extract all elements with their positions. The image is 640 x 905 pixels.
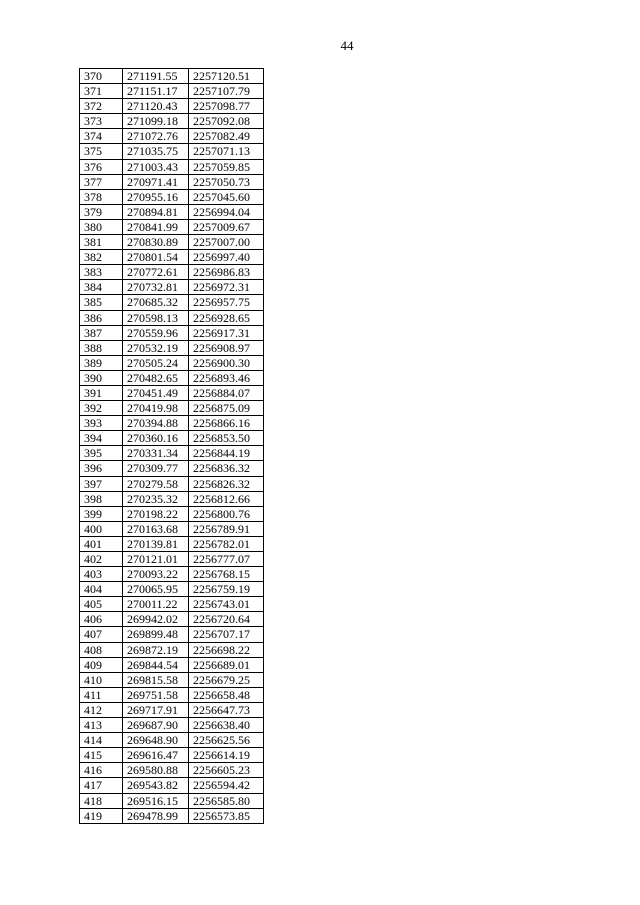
y-coordinate-cell: 2256720.64 [189, 612, 264, 627]
x-coordinate-cell: 269717.91 [123, 702, 189, 717]
y-coordinate-cell: 2256689.01 [189, 657, 264, 672]
table-row [80, 702, 264, 717]
y-coordinate-cell: 2257009.67 [189, 219, 264, 234]
y-coordinate-cell: 2256594.42 [189, 778, 264, 793]
x-coordinate-cell: 270309.77 [123, 461, 189, 476]
table-row [80, 627, 264, 642]
point-number-cell: 412 [80, 702, 123, 717]
y-coordinate-cell: 2256997.40 [189, 250, 264, 265]
y-coordinate-cell: 2256994.04 [189, 204, 264, 219]
point-number-cell: 413 [80, 718, 123, 733]
point-number-cell: 398 [80, 491, 123, 506]
table-row [80, 476, 264, 491]
table-row [80, 189, 264, 204]
table-row [80, 597, 264, 612]
point-number-cell: 371 [80, 84, 123, 99]
table-row [80, 129, 264, 144]
y-coordinate-cell: 2256605.23 [189, 763, 264, 778]
point-number-cell: 380 [80, 219, 123, 234]
x-coordinate-cell: 269899.48 [123, 627, 189, 642]
y-coordinate-cell: 2257059.85 [189, 159, 264, 174]
point-number-cell: 407 [80, 627, 123, 642]
x-coordinate-cell: 270598.13 [123, 310, 189, 325]
x-coordinate-cell: 270532.19 [123, 340, 189, 355]
x-coordinate-cell: 270121.01 [123, 552, 189, 567]
y-coordinate-cell: 2257050.73 [189, 174, 264, 189]
table-row [80, 84, 264, 99]
y-coordinate-cell: 2256743.01 [189, 597, 264, 612]
y-coordinate-cell: 2256573.85 [189, 808, 264, 823]
point-number-cell: 405 [80, 597, 123, 612]
x-coordinate-cell: 271120.43 [123, 99, 189, 114]
point-number-cell: 409 [80, 657, 123, 672]
table-row [80, 355, 264, 370]
x-coordinate-cell: 271035.75 [123, 144, 189, 159]
point-number-cell: 383 [80, 265, 123, 280]
table-row [80, 778, 264, 793]
point-number-cell: 381 [80, 235, 123, 250]
point-number-cell: 417 [80, 778, 123, 793]
point-number-cell: 373 [80, 114, 123, 129]
table-row [80, 159, 264, 174]
table-row [80, 461, 264, 476]
y-coordinate-cell: 2257082.49 [189, 129, 264, 144]
table-row [80, 280, 264, 295]
table-row [80, 385, 264, 400]
x-coordinate-cell: 269751.58 [123, 687, 189, 702]
point-number-cell: 391 [80, 385, 123, 400]
y-coordinate-cell: 2256853.50 [189, 431, 264, 446]
point-number-cell: 414 [80, 733, 123, 748]
y-coordinate-cell: 2257092.08 [189, 114, 264, 129]
point-number-cell: 385 [80, 295, 123, 310]
x-coordinate-cell: 271099.18 [123, 114, 189, 129]
x-coordinate-cell: 271151.17 [123, 84, 189, 99]
point-number-cell: 377 [80, 174, 123, 189]
point-number-cell: 394 [80, 431, 123, 446]
y-coordinate-cell: 2256768.15 [189, 567, 264, 582]
x-coordinate-cell: 271072.76 [123, 129, 189, 144]
y-coordinate-cell: 2256800.76 [189, 506, 264, 521]
x-coordinate-cell: 270011.22 [123, 597, 189, 612]
table-row [80, 748, 264, 763]
x-coordinate-cell: 270331.34 [123, 446, 189, 461]
table-row [80, 235, 264, 250]
point-number-cell: 397 [80, 476, 123, 491]
point-number-cell: 415 [80, 748, 123, 763]
y-coordinate-cell: 2257045.60 [189, 189, 264, 204]
coordinates-table-body [80, 69, 264, 824]
table-row [80, 99, 264, 114]
x-coordinate-cell: 270559.96 [123, 325, 189, 340]
table-row [80, 325, 264, 340]
table-row [80, 69, 264, 84]
table-row [80, 491, 264, 506]
y-coordinate-cell: 2256782.01 [189, 536, 264, 551]
y-coordinate-cell: 2256972.31 [189, 280, 264, 295]
y-coordinate-cell: 2256893.46 [189, 370, 264, 385]
point-number-cell: 404 [80, 582, 123, 597]
table-row [80, 219, 264, 234]
point-number-cell: 370 [80, 69, 123, 84]
table-row [80, 144, 264, 159]
y-coordinate-cell: 2256836.32 [189, 461, 264, 476]
table-row [80, 687, 264, 702]
point-number-cell: 392 [80, 401, 123, 416]
x-coordinate-cell: 270235.32 [123, 491, 189, 506]
y-coordinate-cell: 2257107.79 [189, 84, 264, 99]
point-number-cell: 399 [80, 506, 123, 521]
table-row [80, 265, 264, 280]
table-row [80, 250, 264, 265]
y-coordinate-cell: 2256875.09 [189, 401, 264, 416]
table-row [80, 567, 264, 582]
x-coordinate-cell: 269687.90 [123, 718, 189, 733]
table-row [80, 552, 264, 567]
point-number-cell: 406 [80, 612, 123, 627]
point-number-cell: 384 [80, 280, 123, 295]
y-coordinate-cell: 2257098.77 [189, 99, 264, 114]
x-coordinate-cell: 269543.82 [123, 778, 189, 793]
x-coordinate-cell: 270801.54 [123, 250, 189, 265]
x-coordinate-cell: 270198.22 [123, 506, 189, 521]
table-row [80, 401, 264, 416]
table-row [80, 446, 264, 461]
table-row [80, 310, 264, 325]
point-number-cell: 416 [80, 763, 123, 778]
table-row [80, 204, 264, 219]
page-number: 44 [340, 38, 354, 53]
point-number-cell: 418 [80, 793, 123, 808]
x-coordinate-cell: 270830.89 [123, 235, 189, 250]
point-number-cell: 372 [80, 99, 123, 114]
y-coordinate-cell: 2257007.00 [189, 235, 264, 250]
table-row [80, 612, 264, 627]
y-coordinate-cell: 2256826.32 [189, 476, 264, 491]
point-number-cell: 379 [80, 204, 123, 219]
table-row [80, 793, 264, 808]
y-coordinate-cell: 2257071.13 [189, 144, 264, 159]
table-row [80, 536, 264, 551]
y-coordinate-cell: 2256928.65 [189, 310, 264, 325]
y-coordinate-cell: 2256614.19 [189, 748, 264, 763]
x-coordinate-cell: 269844.54 [123, 657, 189, 672]
x-coordinate-cell: 270419.98 [123, 401, 189, 416]
point-number-cell: 388 [80, 340, 123, 355]
table-row [80, 521, 264, 536]
point-number-cell: 400 [80, 521, 123, 536]
y-coordinate-cell: 2256866.16 [189, 416, 264, 431]
table-row [80, 657, 264, 672]
table-row [80, 763, 264, 778]
x-coordinate-cell: 269815.58 [123, 672, 189, 687]
x-coordinate-cell: 270065.95 [123, 582, 189, 597]
point-number-cell: 375 [80, 144, 123, 159]
y-coordinate-cell: 2256658.48 [189, 687, 264, 702]
table-row [80, 733, 264, 748]
x-coordinate-cell: 269616.47 [123, 748, 189, 763]
y-coordinate-cell: 2256884.07 [189, 385, 264, 400]
point-number-cell: 374 [80, 129, 123, 144]
x-coordinate-cell: 270732.81 [123, 280, 189, 295]
y-coordinate-cell: 2256759.19 [189, 582, 264, 597]
y-coordinate-cell: 2256900.30 [189, 355, 264, 370]
point-number-cell: 411 [80, 687, 123, 702]
x-coordinate-cell: 270685.32 [123, 295, 189, 310]
table-row [80, 672, 264, 687]
point-number-cell: 376 [80, 159, 123, 174]
table-row [80, 431, 264, 446]
y-coordinate-cell: 2256698.22 [189, 642, 264, 657]
point-number-cell: 378 [80, 189, 123, 204]
y-coordinate-cell: 2256777.07 [189, 552, 264, 567]
x-coordinate-cell: 271003.43 [123, 159, 189, 174]
x-coordinate-cell: 269942.02 [123, 612, 189, 627]
table-row [80, 582, 264, 597]
x-coordinate-cell: 269648.90 [123, 733, 189, 748]
x-coordinate-cell: 269580.88 [123, 763, 189, 778]
x-coordinate-cell: 271191.55 [123, 69, 189, 84]
table-row [80, 295, 264, 310]
x-coordinate-cell: 270139.81 [123, 536, 189, 551]
point-number-cell: 401 [80, 536, 123, 551]
table-row [80, 114, 264, 129]
x-coordinate-cell: 269516.15 [123, 793, 189, 808]
x-coordinate-cell: 270971.41 [123, 174, 189, 189]
y-coordinate-cell: 2256844.19 [189, 446, 264, 461]
table-row [80, 340, 264, 355]
x-coordinate-cell: 270394.88 [123, 416, 189, 431]
x-coordinate-cell: 270772.61 [123, 265, 189, 280]
y-coordinate-cell: 2256638.40 [189, 718, 264, 733]
x-coordinate-cell: 270451.49 [123, 385, 189, 400]
y-coordinate-cell: 2256707.17 [189, 627, 264, 642]
point-number-cell: 402 [80, 552, 123, 567]
x-coordinate-cell: 269478.99 [123, 808, 189, 823]
point-number-cell: 393 [80, 416, 123, 431]
x-coordinate-cell: 269872.19 [123, 642, 189, 657]
table-row [80, 506, 264, 521]
point-number-cell: 382 [80, 250, 123, 265]
point-number-cell: 386 [80, 310, 123, 325]
y-coordinate-cell: 2256957.75 [189, 295, 264, 310]
y-coordinate-cell: 2256679.25 [189, 672, 264, 687]
x-coordinate-cell: 270505.24 [123, 355, 189, 370]
point-number-cell: 387 [80, 325, 123, 340]
point-number-cell: 389 [80, 355, 123, 370]
x-coordinate-cell: 270482.65 [123, 370, 189, 385]
table-row [80, 416, 264, 431]
table-row [80, 642, 264, 657]
point-number-cell: 410 [80, 672, 123, 687]
y-coordinate-cell: 2256986.83 [189, 265, 264, 280]
point-number-cell: 403 [80, 567, 123, 582]
point-number-cell: 419 [80, 808, 123, 823]
x-coordinate-cell: 270360.16 [123, 431, 189, 446]
x-coordinate-cell: 270279.58 [123, 476, 189, 491]
y-coordinate-cell: 2256585.80 [189, 793, 264, 808]
point-number-cell: 408 [80, 642, 123, 657]
x-coordinate-cell: 270841.99 [123, 219, 189, 234]
y-coordinate-cell: 2257120.51 [189, 69, 264, 84]
y-coordinate-cell: 2256908.97 [189, 340, 264, 355]
point-number-cell: 390 [80, 370, 123, 385]
y-coordinate-cell: 2256812.66 [189, 491, 264, 506]
table-row [80, 370, 264, 385]
y-coordinate-cell: 2256625.56 [189, 733, 264, 748]
table-row [80, 174, 264, 189]
point-number-cell: 395 [80, 446, 123, 461]
x-coordinate-cell: 270163.68 [123, 521, 189, 536]
table-row [80, 718, 264, 733]
y-coordinate-cell: 2256917.31 [189, 325, 264, 340]
x-coordinate-cell: 270894.81 [123, 204, 189, 219]
table-row [80, 808, 264, 823]
point-number-cell: 396 [80, 461, 123, 476]
x-coordinate-cell: 270955.16 [123, 189, 189, 204]
y-coordinate-cell: 2256647.73 [189, 702, 264, 717]
coordinates-table [79, 68, 264, 824]
x-coordinate-cell: 270093.22 [123, 567, 189, 582]
y-coordinate-cell: 2256789.91 [189, 521, 264, 536]
